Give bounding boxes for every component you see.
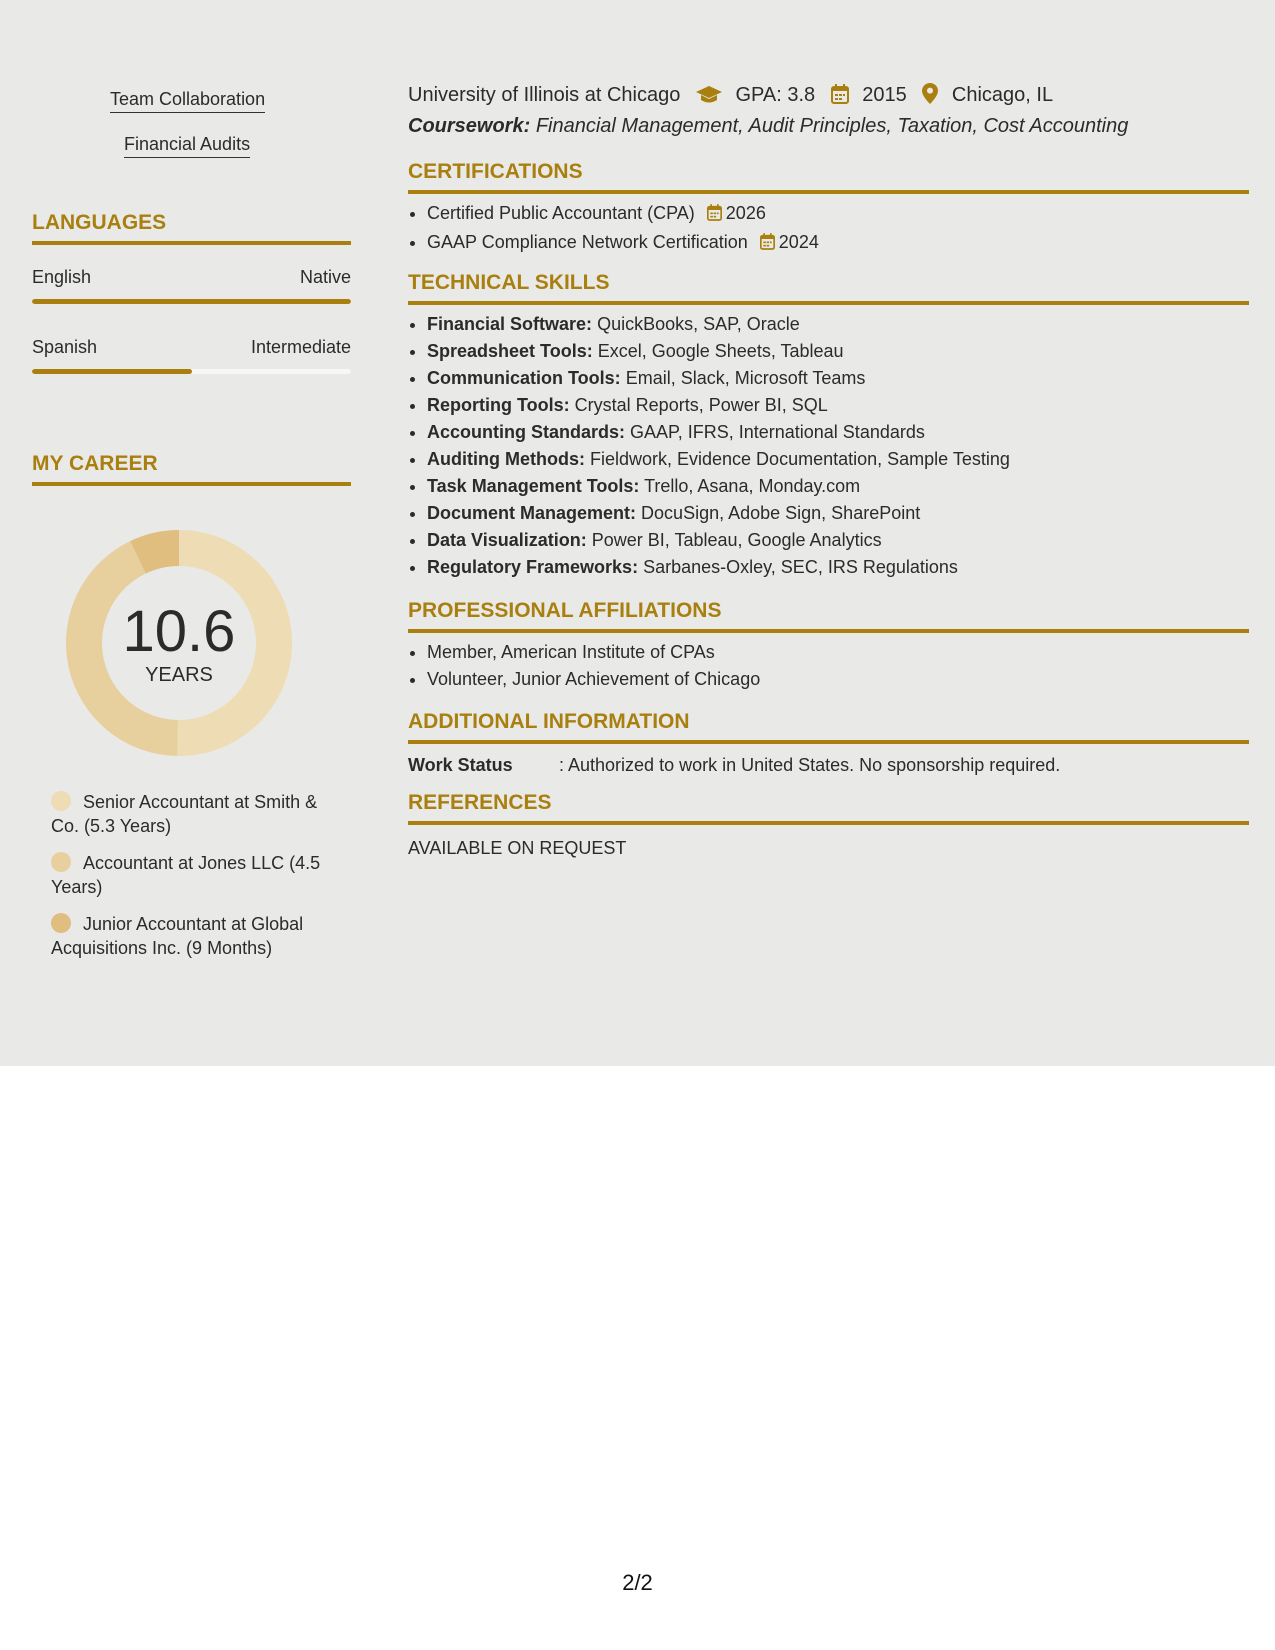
career-legend-label: Senior Accountant at Smith & Co. (5.3 Years) xyxy=(51,792,318,836)
skill-tag: Financial Audits xyxy=(124,133,250,158)
skill-label: Accounting Standards: xyxy=(427,422,626,442)
skill-label: Regulatory Frameworks: xyxy=(427,557,639,577)
career-legend-item xyxy=(51,851,331,899)
language-name: English xyxy=(32,267,92,287)
references-section xyxy=(408,791,1249,861)
skill-value: Fieldwork, Evidence Documentation, Sample Testing xyxy=(589,449,1010,469)
skill-value: Email, Slack, Microsoft Teams xyxy=(625,368,866,388)
work-status-label: Work Status xyxy=(408,755,513,775)
affiliation-item: • Member, American Institute of CPAs xyxy=(427,639,1249,666)
certifications-section xyxy=(408,160,1249,258)
affiliation-item: • Volunteer, Junior Achievement of Chicago xyxy=(427,666,1249,693)
skill-label: Auditing Methods: xyxy=(427,449,585,469)
coursework-label: Coursework: xyxy=(408,115,531,137)
skill-item xyxy=(427,500,1249,527)
calendar-icon xyxy=(707,202,722,229)
skill-item xyxy=(427,338,1249,365)
skill-item xyxy=(427,446,1249,473)
calendar-icon xyxy=(831,84,849,111)
school-location: Chicago, IL xyxy=(951,84,1054,106)
technical-skills-section xyxy=(408,271,1249,581)
coursework-line xyxy=(408,113,1128,139)
graduation-cap-icon xyxy=(696,85,722,111)
work-status-row xyxy=(408,752,1249,778)
legend-dot xyxy=(51,852,71,872)
references-text: AVAILABLE ON REQUEST xyxy=(408,838,627,858)
language-bar xyxy=(32,299,351,304)
skill-label: Document Management: xyxy=(427,503,637,523)
calendar-icon xyxy=(760,231,775,258)
legend-dot xyxy=(51,791,71,811)
skill-item xyxy=(427,554,1249,581)
skill-label: Communication Tools: xyxy=(427,368,621,388)
technical-skills-heading: TECHNICAL SKILLS xyxy=(408,271,1249,305)
education-line xyxy=(408,82,1053,111)
skill-item xyxy=(427,419,1249,446)
skill-item xyxy=(427,527,1249,554)
affiliations-heading: PROFESSIONAL AFFILIATIONS xyxy=(408,599,1249,633)
skill-label: Data Visualization: xyxy=(427,530,587,550)
skill-value: GAAP, IFRS, International Standards xyxy=(630,422,925,442)
career-legend xyxy=(51,790,331,973)
certifications-heading: CERTIFICATIONS xyxy=(408,160,1249,194)
skill-item xyxy=(427,473,1249,500)
certification-year: 2026 xyxy=(725,203,766,223)
language-level: Native xyxy=(299,267,351,287)
gpa: GPA: 3.8 xyxy=(735,84,816,106)
skill-item xyxy=(427,365,1249,392)
career-legend-item xyxy=(51,912,331,960)
skill-value: Trello, Asana, Monday.com xyxy=(644,476,861,496)
skill-value: DocuSign, Adobe Sign, SharePoint xyxy=(641,503,921,523)
career-donut-chart xyxy=(66,530,292,756)
language-level: Intermediate xyxy=(250,337,351,357)
skill-label: Task Management Tools: xyxy=(427,476,640,496)
references-heading: REFERENCES xyxy=(408,791,1249,825)
career-legend-label: Accountant at Jones LLC (4.5 Years) xyxy=(51,853,321,897)
skill-value: Excel, Google Sheets, Tableau xyxy=(597,341,844,361)
graduation-year: 2015 xyxy=(862,84,907,106)
certification-year: 2024 xyxy=(778,232,819,252)
career-heading: MY CAREER xyxy=(32,452,351,486)
language-bar-fill xyxy=(32,369,192,374)
affiliations-section xyxy=(408,599,1249,693)
skill-label: Reporting Tools: xyxy=(427,395,570,415)
career-legend-label: Junior Accountant at Global Acquisitions Inc. (9 Months) xyxy=(51,914,304,958)
career-total-years: 10.6 xyxy=(122,599,236,664)
language-bar xyxy=(32,369,351,374)
language-name: Spanish xyxy=(32,337,98,357)
certification-name: Certified Public Accountant (CPA) xyxy=(427,203,695,223)
skill-label: Spreadsheet Tools: xyxy=(427,341,593,361)
coursework-list: Financial Management, Audit Principles, Taxation, Cost Accounting xyxy=(535,115,1129,137)
skill-value: Crystal Reports, Power BI, SQL xyxy=(574,395,828,415)
skill-value: Sarbanes-Oxley, SEC, IRS Regulations xyxy=(643,557,958,577)
additional-info-section xyxy=(408,710,1249,778)
career-legend-item xyxy=(51,790,331,838)
language-bar-fill xyxy=(32,299,351,304)
skill-label: Financial Software: xyxy=(427,314,593,334)
page-number: 2/2 xyxy=(622,1570,653,1595)
skill-tag: Team Collaboration xyxy=(110,88,265,113)
school-name: University of Illinois at Chicago xyxy=(408,84,681,106)
skill-value: Power BI, Tableau, Google Analytics xyxy=(591,530,882,550)
map-pin-icon xyxy=(922,83,938,111)
skill-item xyxy=(427,392,1249,419)
career-years-label: YEARS xyxy=(145,664,213,686)
additional-info-heading: ADDITIONAL INFORMATION xyxy=(408,710,1249,744)
skill-item xyxy=(427,311,1249,338)
languages-heading: LANGUAGES xyxy=(32,211,351,245)
certification-name: GAAP Compliance Network Certification xyxy=(427,232,748,252)
certification-item xyxy=(427,229,1249,258)
work-status-value: : Authorized to work in United States. No sponsorship required. xyxy=(559,755,1061,775)
certification-item xyxy=(427,200,1249,229)
skill-value: QuickBooks, SAP, Oracle xyxy=(597,314,800,334)
legend-dot xyxy=(51,913,71,933)
